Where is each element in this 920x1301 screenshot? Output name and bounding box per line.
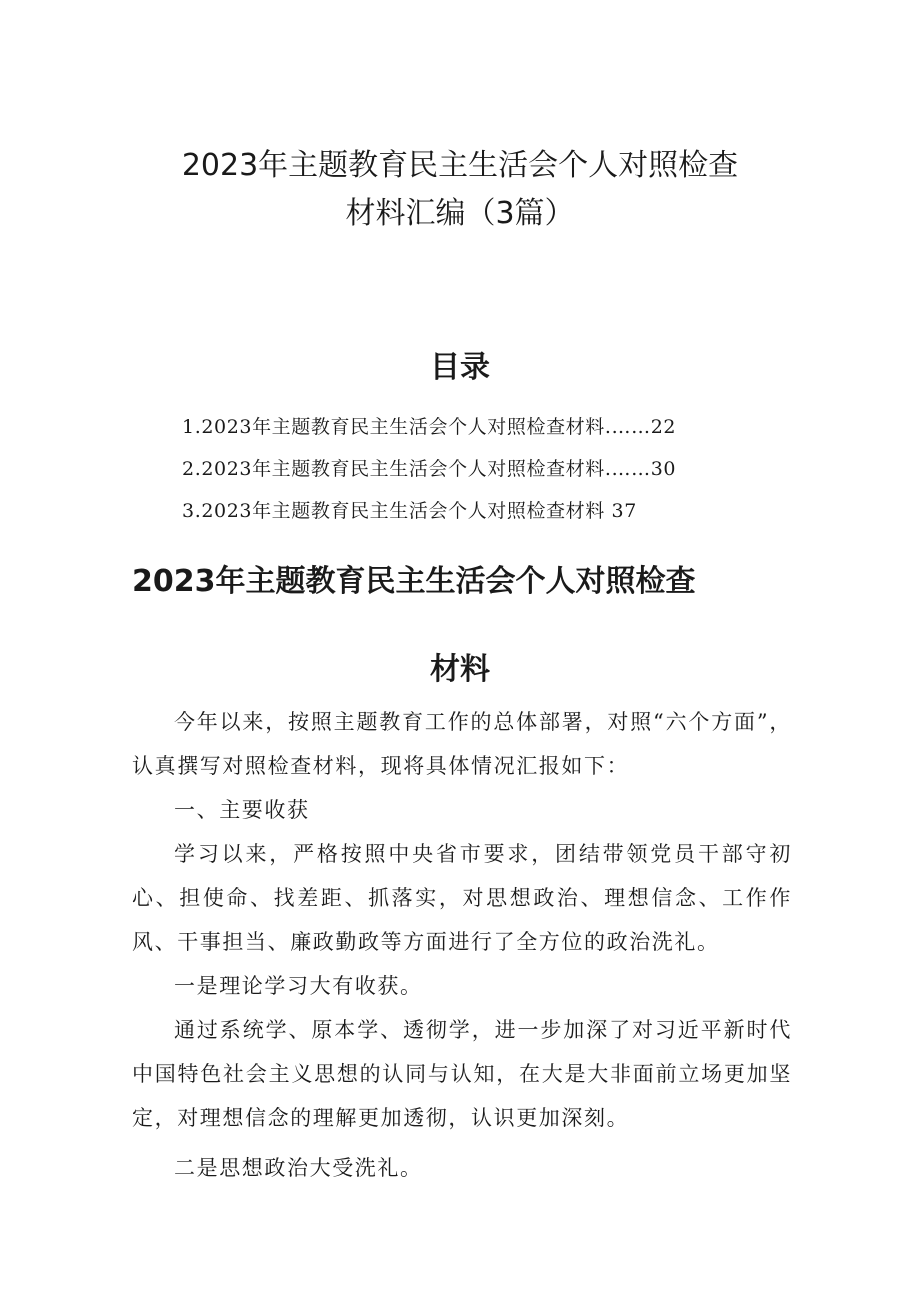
paragraph-intro: 今年以来，按照主题教育工作的总体部署，对照“六个方面”，认真撰写对照检查材料，现将具体情况汇报如下： <box>132 710 792 778</box>
article-title-line1: 2023年主题教育民主生活会个人对照检查 <box>132 564 696 599</box>
paragraph-achievement: 学习以来，严格按照中央省市要求，团结带领党员干部守初心、担使命、找差距、抓落实，对思想政治、理想信念、工作作风、干事担当、廉政勤政等方面进行了全方位的政治洗礼。 <box>132 842 792 954</box>
toc-item[interactable]: 3.2023年主题教育民主生活会个人对照检查材料 37 <box>182 500 637 522</box>
point-political-baptism: 二是思想政治大受洗礼。 <box>174 1156 423 1180</box>
compilation-title-line2: 材料汇编（3篇） <box>345 196 575 231</box>
section-heading-main-gains: 一、主要收获 <box>174 798 310 822</box>
toc-item[interactable]: 2.2023年主题教育民主生活会个人对照检查材料.……30 <box>182 458 677 480</box>
toc-heading: 目录 <box>430 350 490 385</box>
article-title-line2: 材料 <box>430 652 490 687</box>
paragraph-theory-study-detail: 通过系统学、原本学、透彻学，进一步加深了对习近平新时代中国特色社会主义思想的认同与认知，在大是大非面前立场更加坚定，对理想信念的理解更加透彻，认识更加深刻。 <box>132 1018 792 1130</box>
compilation-title-line1: 2023年主题教育民主生活会个人对照检查 <box>181 148 739 183</box>
point-theory-study: 一是理论学习大有收获。 <box>174 974 423 998</box>
toc-item[interactable]: 1.2023年主题教育民主生活会个人对照检查材料.……22 <box>182 416 677 438</box>
